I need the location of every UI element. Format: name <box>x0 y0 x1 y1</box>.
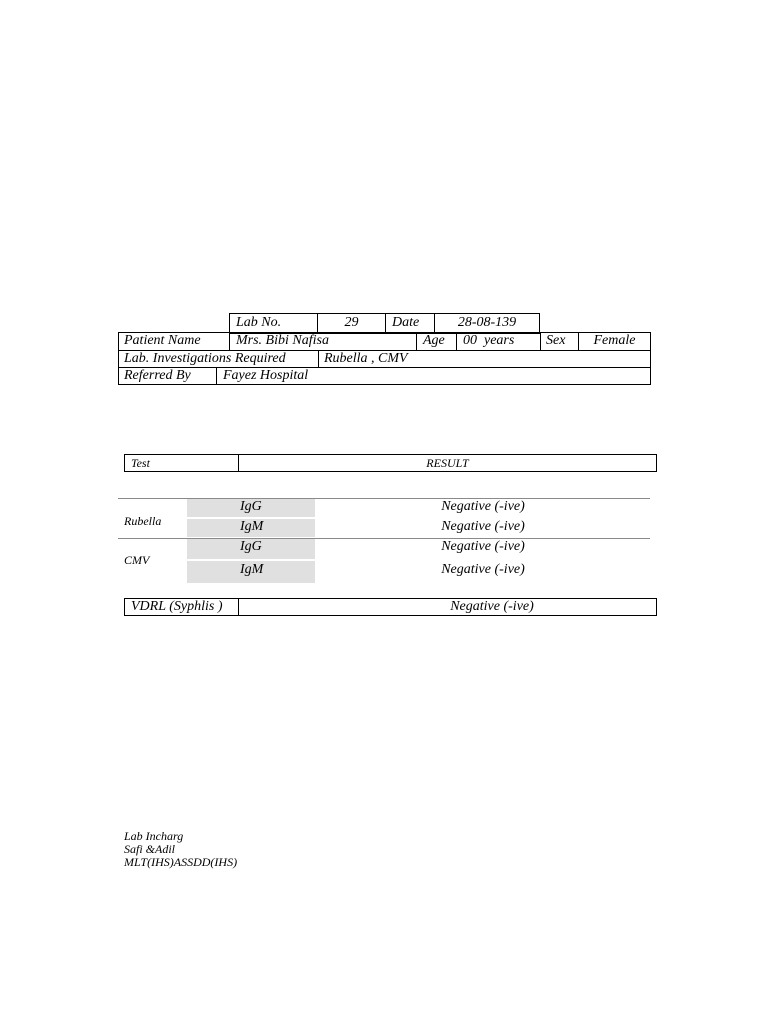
cmv-igg-result: Negative (-ive) <box>441 539 525 554</box>
rubella-label: Rubella <box>124 514 162 528</box>
rubella-igg-label: IgG <box>240 499 262 514</box>
signature-qualifications: MLT(IHS)ASSDD(IHS) <box>124 855 238 869</box>
rubella-igm-result: Negative (-ive) <box>441 519 525 534</box>
signature-names: Safi &Adil <box>124 842 175 856</box>
cmv-label: CMV <box>124 553 150 567</box>
cmv-igg-label: IgG <box>240 539 262 554</box>
age-label: Age <box>423 333 445 348</box>
sex-label: Sex <box>546 333 566 348</box>
lab-no-value: 29 <box>344 315 359 330</box>
patient-name-value: Mrs. Bibi Nafisa <box>236 333 329 348</box>
lab-no-label: Lab No. <box>236 315 282 330</box>
patient-name-label: Patient Name <box>124 333 201 348</box>
vdrl-label: VDRL (Syphlis ) <box>131 599 223 614</box>
rubella-igm-label: IgM <box>240 519 264 534</box>
referred-by-label: Referred By <box>124 368 191 383</box>
rubella-igg-result: Negative (-ive) <box>441 499 525 514</box>
age-value: 00 years <box>463 333 515 348</box>
referred-by-value: Fayez Hospital <box>223 368 309 383</box>
cmv-igm-label: IgM <box>240 562 264 577</box>
date-value: 28-08-139 <box>457 315 517 330</box>
investigations-value: Rubella , CMV <box>324 351 408 366</box>
vdrl-result: Negative (-ive) <box>450 599 534 614</box>
cmv-igm-result: Negative (-ive) <box>441 562 525 577</box>
sex-value: Female <box>593 333 636 348</box>
result-column-header: RESULT <box>426 456 469 470</box>
test-column-header: Test <box>131 456 150 470</box>
signature-title: Lab Incharg <box>124 829 184 843</box>
date-label: Date <box>392 315 420 330</box>
investigations-label: Lab. Investigations Required <box>124 351 286 366</box>
